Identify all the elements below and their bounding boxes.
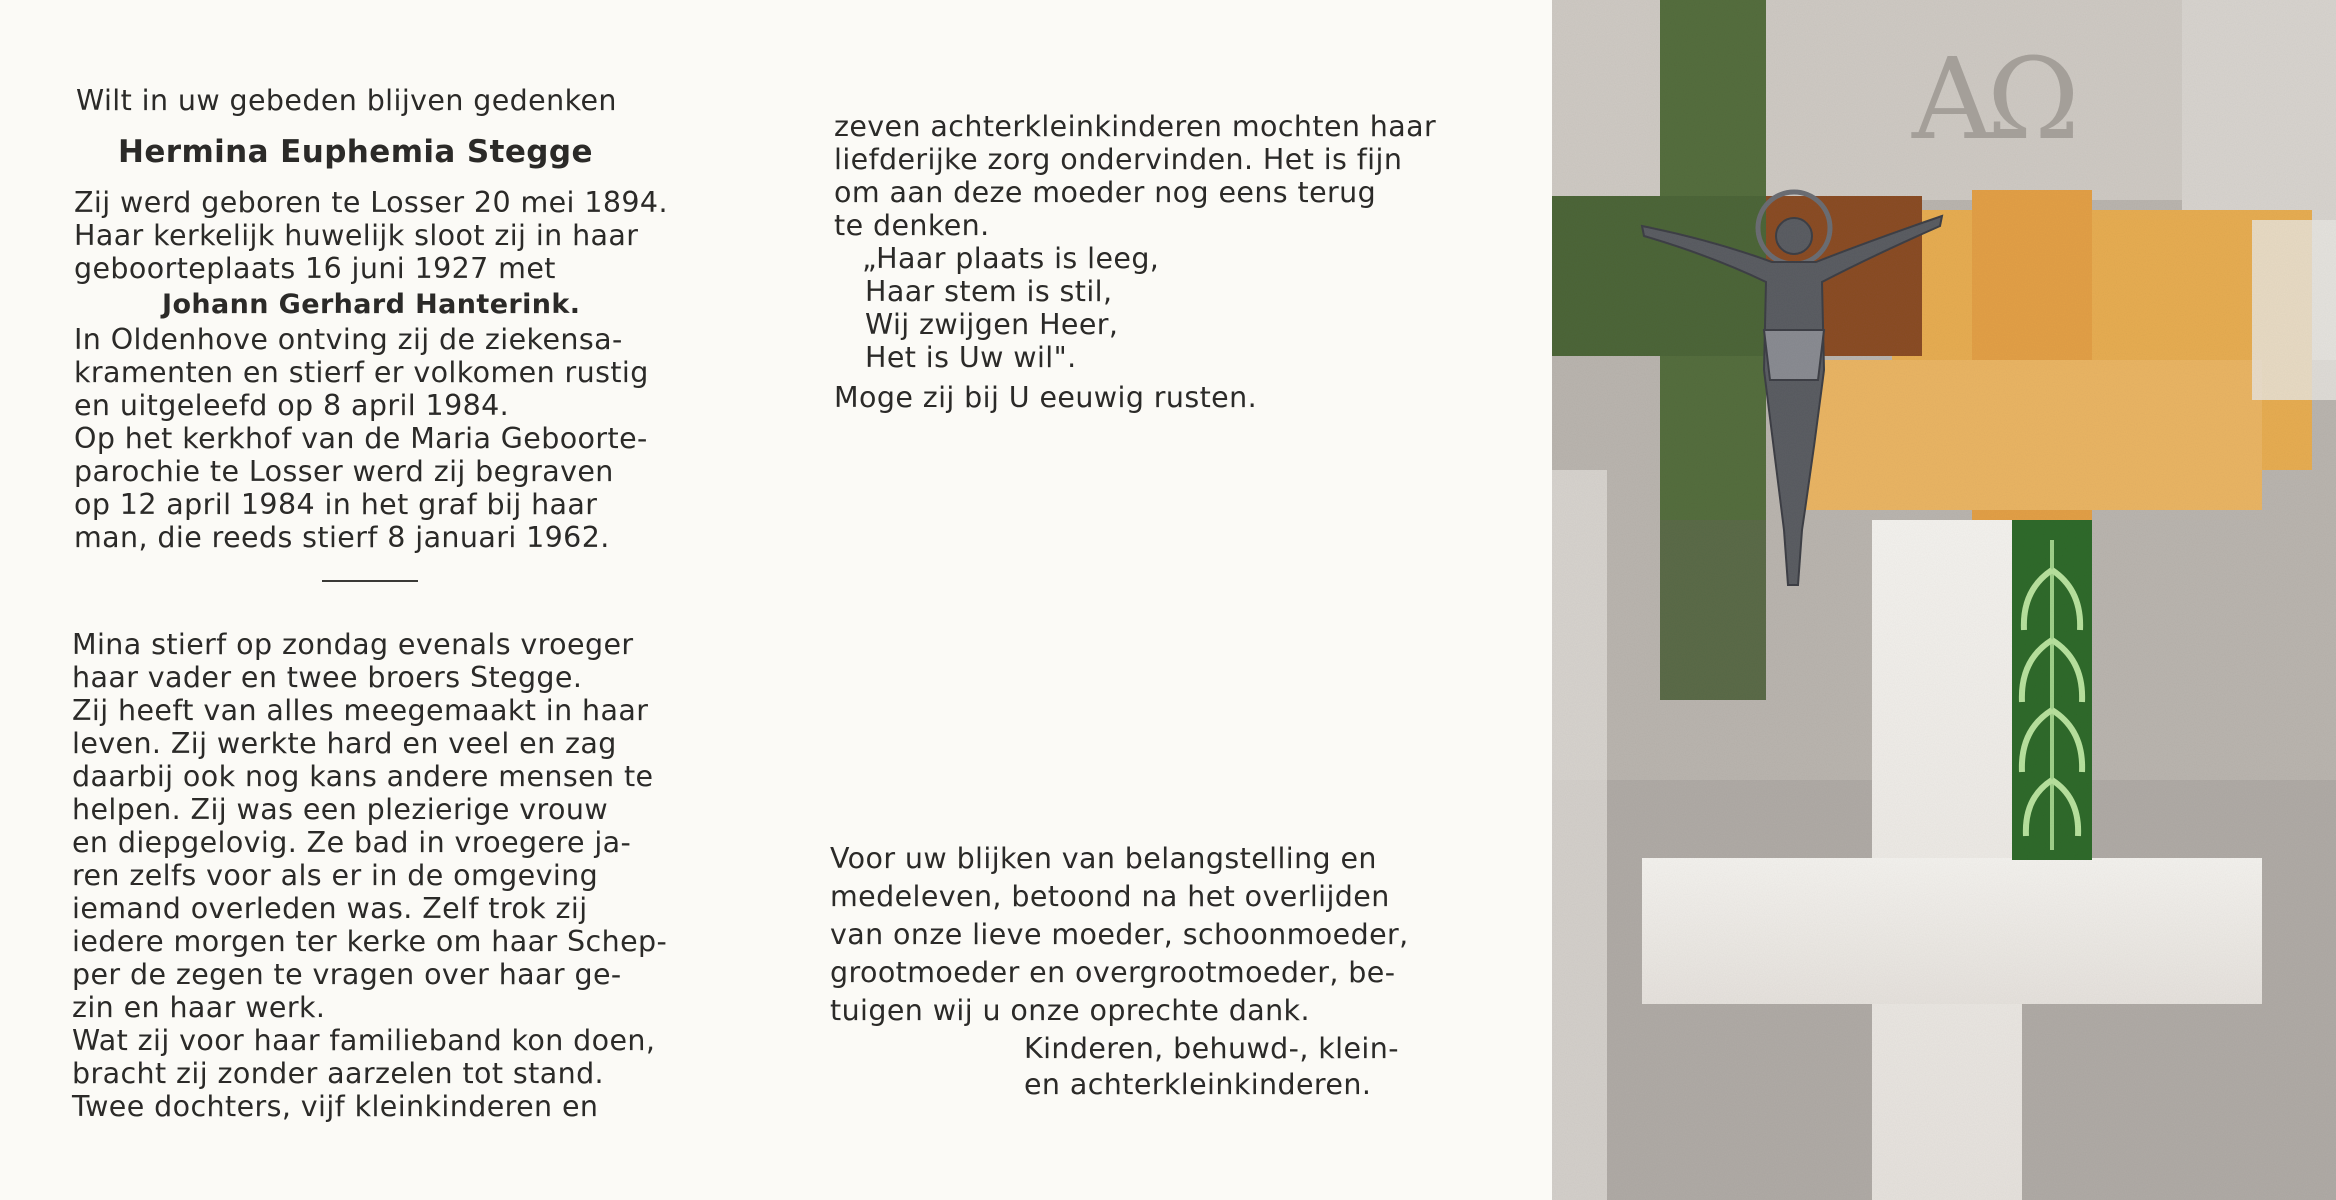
- text-line: daarbij ook nog kans andere mensen te: [72, 760, 654, 793]
- text-line: en diepgelovig. Ze bad in vroegere ja-: [72, 826, 632, 859]
- text-line: leven. Zij werkte hard en veel en zag: [72, 727, 617, 760]
- text-line: per de zegen te vragen over haar ge-: [72, 958, 622, 991]
- thanks-line: tuigen wij u onze oprechte dank.: [830, 994, 1310, 1027]
- alpha-omega-symbol: AΩ: [1912, 35, 2074, 165]
- thanks-line: van onze lieve moeder, schoonmoeder,: [830, 918, 1409, 951]
- text-line: kramenten en stierf er volkomen rustig: [74, 356, 649, 389]
- husband-name: Johann Gerhard Hanterink.: [162, 289, 581, 320]
- thanks-line: grootmoeder en overgrootmoeder, be-: [830, 956, 1396, 989]
- text-line: parochie te Losser werd zij begraven: [74, 455, 614, 488]
- text-line: bracht zij zonder aarzelen tot stand.: [72, 1057, 605, 1090]
- text-line: om aan deze moeder nog eens terug: [834, 176, 1377, 209]
- palm-branch: [2012, 520, 2092, 860]
- text-line: te denken.: [834, 209, 990, 242]
- text-line: zin en haar werk.: [72, 991, 326, 1024]
- text-line: Zij heeft van alles meegemaakt in haar: [72, 694, 649, 727]
- thanks-line: medeleven, betoond na het overlijden: [830, 880, 1390, 913]
- text-line: liefderijke zorg ondervinden. Het is fijn: [834, 143, 1403, 176]
- text-line: op 12 april 1984 in het graf bij haar: [74, 488, 598, 521]
- text-line: ren zelfs voor als er in de omgeving: [72, 859, 599, 892]
- text-line: haar vader en twee broers Stegge.: [72, 661, 583, 694]
- deceased-name: Hermina Euphemia Stegge: [118, 134, 593, 170]
- intro-line: Wilt in uw gebeden blijven gedenken: [76, 84, 617, 117]
- text-line: iemand overleden was. Zelf trok zij: [72, 892, 588, 925]
- text-line: Op het kerkhof van de Maria Geboorte-: [74, 422, 648, 455]
- section-divider: [322, 580, 418, 582]
- signature-line: en achterkleinkinderen.: [1024, 1068, 1372, 1101]
- thanks-line: Voor uw blijken van belangstelling en: [830, 842, 1377, 875]
- text-line: Zij werd geboren te Losser 20 mei 1894.: [74, 186, 668, 219]
- poem-line: „Haar plaats is leeg,: [862, 242, 1160, 275]
- text-line: zeven achterkleinkinderen mochten haar: [834, 110, 1437, 143]
- poem-line: Wij zwijgen Heer,: [865, 308, 1119, 341]
- text-line: geboorteplaats 16 juni 1927 met: [74, 252, 556, 285]
- text-line: man, die reeds stierf 8 januari 1962.: [74, 521, 610, 554]
- poem-line: Haar stem is stil,: [865, 275, 1113, 308]
- closing-line: Moge zij bij U eeuwig rusten.: [834, 381, 1258, 414]
- poem-line: Het is Uw wil".: [865, 341, 1077, 374]
- crucifix-artwork: [1552, 0, 2336, 1200]
- text-line: In Oldenhove ontving zij de ziekensa-: [74, 323, 623, 356]
- text-line: Twee dochters, vijf kleinkinderen en: [72, 1090, 599, 1123]
- signature-line: Kinderen, behuwd-, klein-: [1024, 1032, 1399, 1065]
- text-line: Wat zij voor haar familieband kon doen,: [72, 1024, 656, 1057]
- text-line: helpen. Zij was een plezierige vrouw: [72, 793, 609, 826]
- text-line: en uitgeleefd op 8 april 1984.: [74, 389, 510, 422]
- text-line: iedere morgen ter kerke om haar Schep-: [72, 925, 668, 958]
- text-line: Mina stierf op zondag evenals vroeger: [72, 628, 634, 661]
- text-line: Haar kerkelijk huwelijk sloot zij in haar: [74, 219, 639, 252]
